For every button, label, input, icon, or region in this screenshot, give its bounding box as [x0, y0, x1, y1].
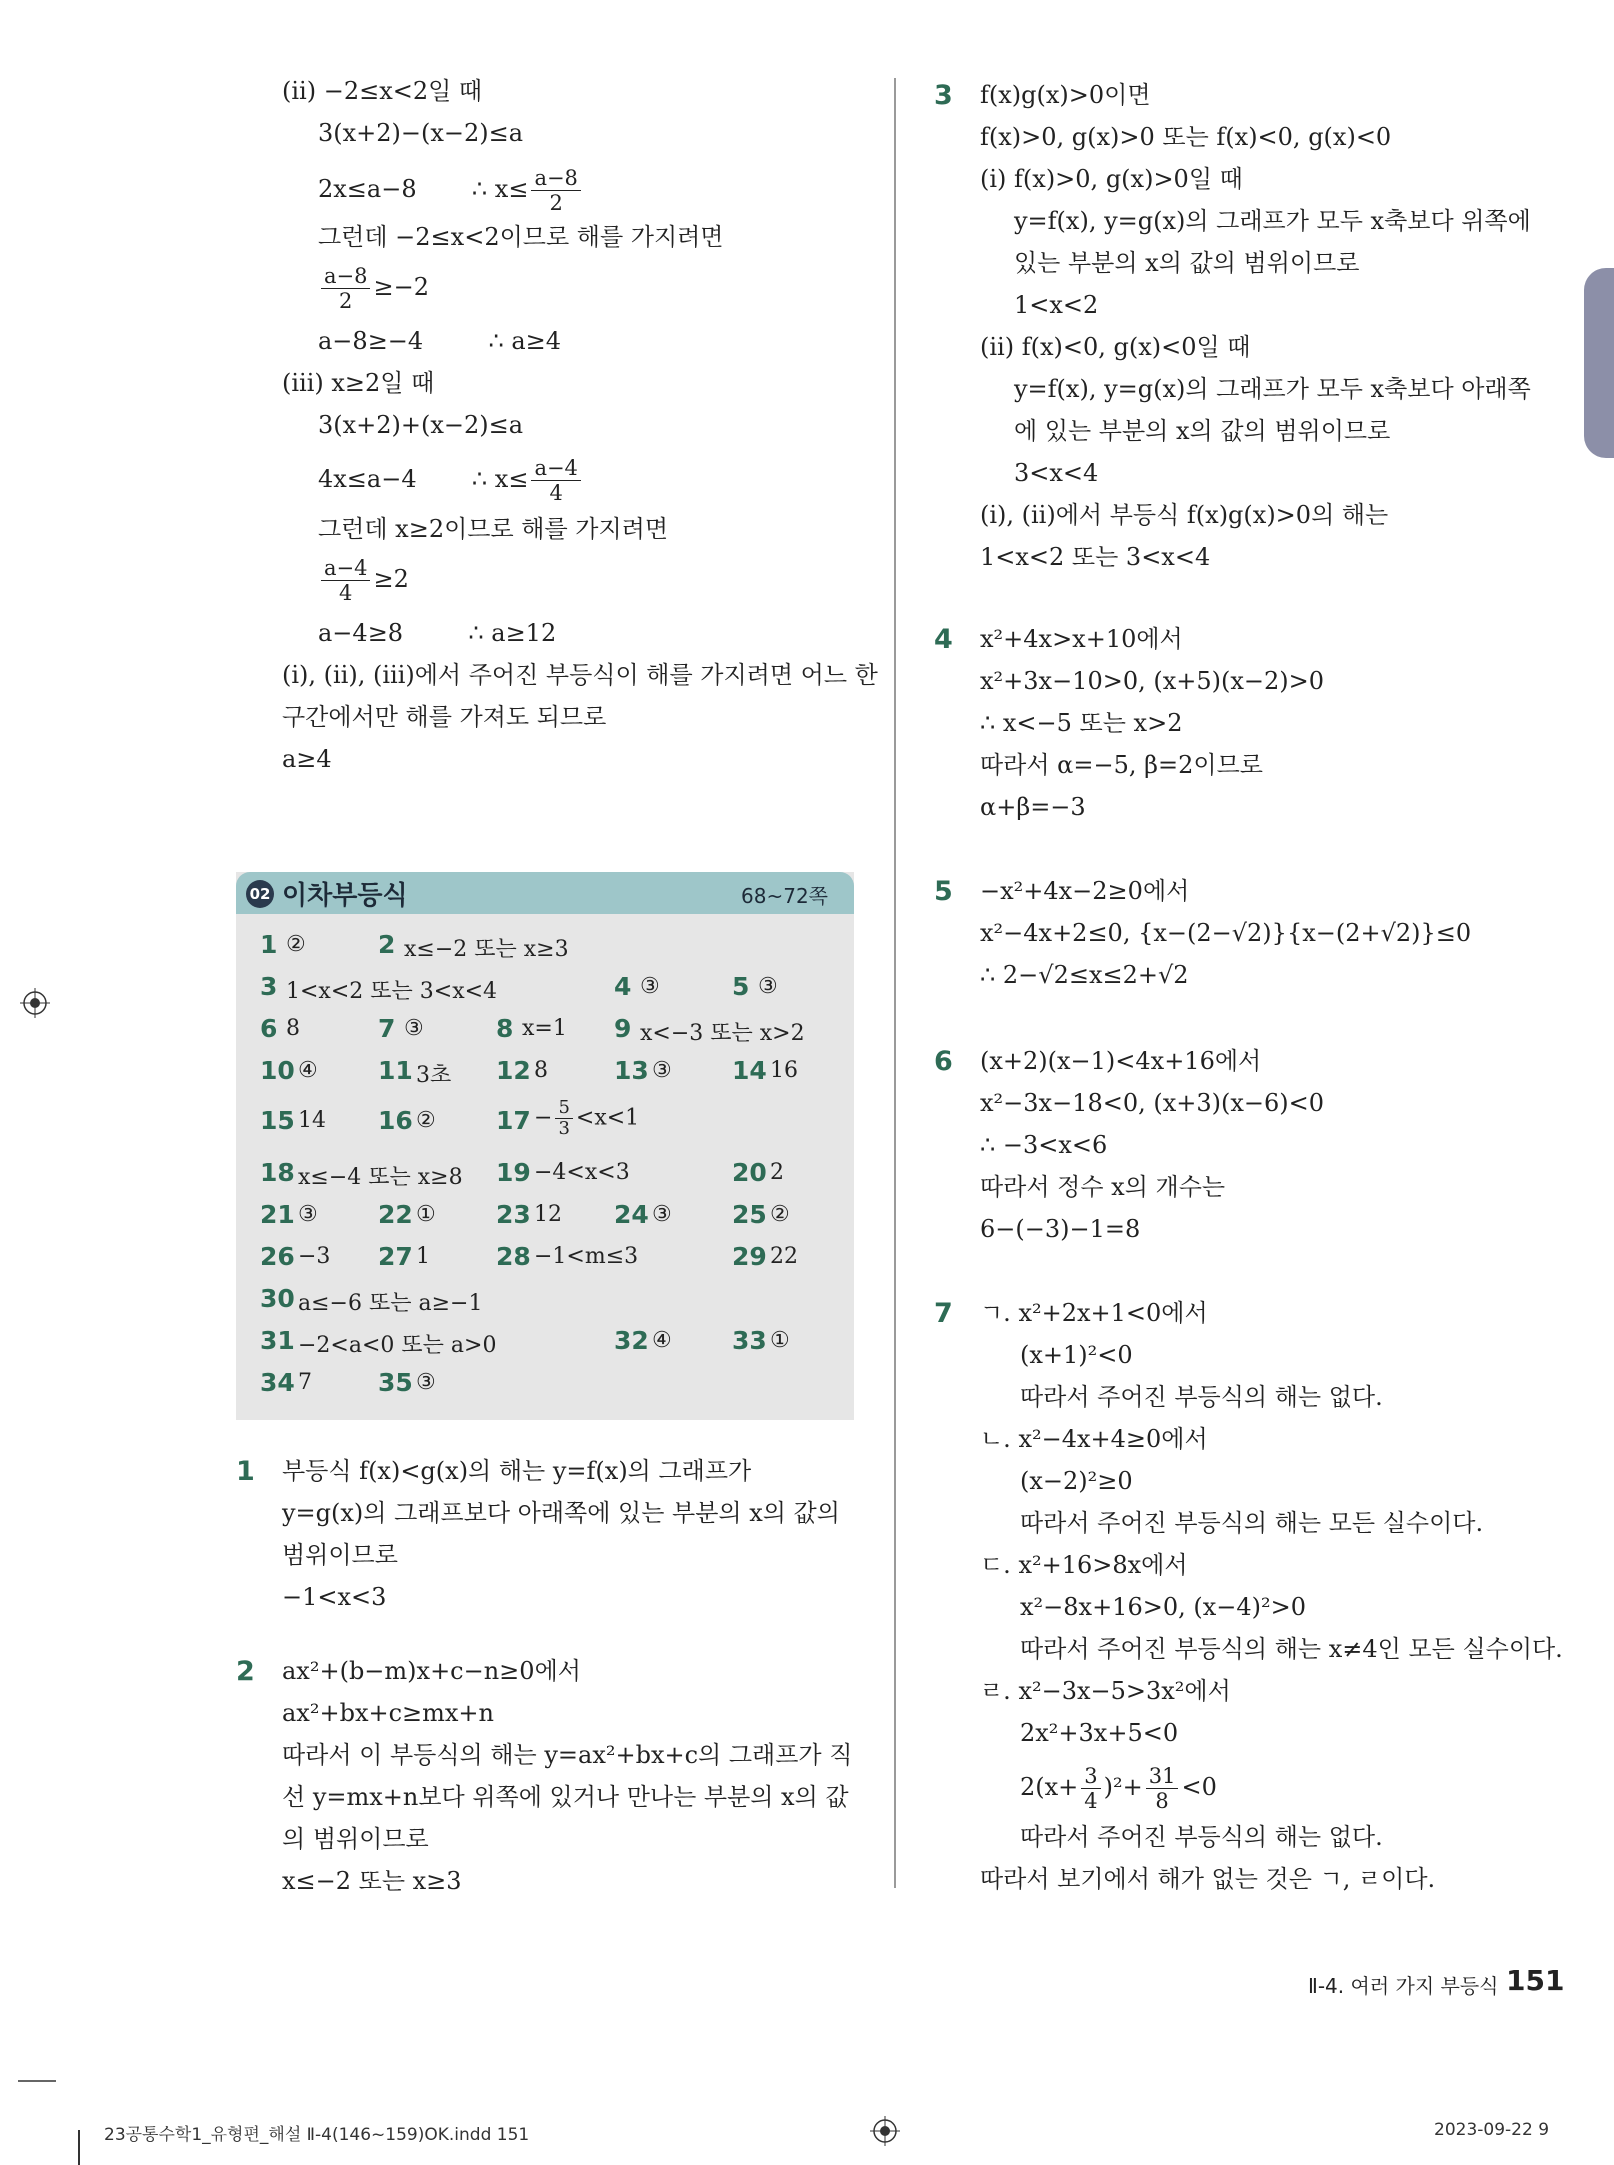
question-number: 5: [934, 876, 953, 907]
answer-number: 14: [732, 1056, 767, 1085]
answer-value: x<−3 또는 x>2: [640, 1021, 805, 1046]
answer-number: 18: [260, 1158, 295, 1187]
solution-line: ∴ x<−5 또는 x>2: [980, 709, 1183, 737]
math-line: [318, 166, 584, 215]
answer-value: 2: [770, 1160, 784, 1185]
answer-number: 31: [260, 1326, 295, 1355]
solution-line: ax²+(b−m)x+c−n≥0에서: [282, 1657, 581, 1685]
solution-line: 따라서 이 부등식의 해는 y=ax²+bx+c의 그래프가 직: [282, 1741, 853, 1769]
answer-number: 17: [496, 1106, 531, 1135]
answer-number: 12: [496, 1056, 531, 1085]
solution-line: 3<x<4: [1014, 459, 1099, 487]
solution-line: α+β=−3: [980, 793, 1086, 821]
solution-line: 따라서 주어진 부등식의 해는 없다.: [1020, 1823, 1383, 1851]
solution-line: y=g(x)의 그래프보다 아래쪽에 있는 부분의 x의 값의: [282, 1499, 840, 1527]
answer-value: ④: [652, 1328, 672, 1353]
math-text: ∴ a≥4: [488, 327, 562, 355]
math-text: ≥−2: [373, 273, 429, 301]
answer-value: 1: [416, 1244, 430, 1269]
answer-number: 34: [260, 1368, 295, 1397]
answer-number: 28: [496, 1242, 531, 1271]
answer-number: 3: [260, 972, 278, 1001]
solution-line: x²−4x+2≤0, {x−(2−√2)}{x−(2+√2)}≤0: [980, 919, 1472, 947]
answer-number: 1: [260, 930, 278, 959]
conclusion-line: a≥4: [282, 745, 332, 773]
question-number: 4: [934, 624, 953, 655]
answer-number: 24: [614, 1200, 649, 1229]
answer-number: 13: [614, 1056, 649, 1085]
answer-number: 16: [378, 1106, 413, 1135]
fraction: $\frac{a-8}{2}$: [531, 166, 580, 215]
answer-value: ①: [416, 1202, 436, 1227]
answer-value: x≤−2 또는 x≥3: [404, 937, 569, 962]
solution-line: (ⅰ) f(x)>0, g(x)>0일 때: [980, 165, 1243, 193]
answer-value: −3: [298, 1244, 331, 1269]
answer-box-header: [236, 872, 854, 914]
solution-line: (x−2)²≥0: [1020, 1467, 1133, 1495]
solution-line: 따라서 정수 x의 개수는: [980, 1173, 1226, 1201]
solution-line: x²−3x−18<0, (x+3)(x−6)<0: [980, 1089, 1325, 1117]
math-text: )²+: [1103, 1773, 1143, 1801]
solution-line: 선 y=mx+n보다 위쪽에 있거나 만나는 부분의 x의 값: [282, 1783, 849, 1811]
fraction: $\frac{a-4}{4}$: [531, 456, 580, 505]
math-line: 그런데 x≥2이므로 해를 가지려면: [318, 515, 669, 543]
math-line: 3(x+2)+(x−2)≤a: [318, 411, 524, 439]
question-number: 6: [934, 1046, 953, 1077]
answer-value: ②: [416, 1108, 436, 1133]
answer-number: 10: [260, 1056, 295, 1085]
math-text: <x<1: [575, 1105, 640, 1131]
math-text: ≥2: [373, 565, 409, 593]
solution-line: (x+2)(x−1)<4x+16에서: [980, 1047, 1262, 1075]
crop-mark: [18, 2080, 56, 2082]
solution-line: [1020, 1764, 1217, 1813]
math-line: [318, 456, 584, 505]
math-line: [318, 264, 429, 313]
question-number: 2: [236, 1656, 255, 1687]
math-line: [318, 618, 556, 648]
answer-number: 26: [260, 1242, 295, 1271]
solution-line: ㄹ. x²−3x−5>3x²에서: [980, 1677, 1231, 1705]
answer-value: 16: [770, 1058, 798, 1083]
answer-number: 15: [260, 1106, 295, 1135]
solution-line: x²+4x>x+10에서: [980, 625, 1183, 653]
case-heading: (ⅲ) x≥2일 때: [282, 369, 435, 397]
page-range: 68~72쪽: [741, 884, 828, 908]
math-line: [318, 556, 409, 605]
slug-divider: [78, 2130, 80, 2165]
math-line: [318, 326, 561, 356]
answer-value: ③: [298, 1202, 318, 1227]
answer-value: 8: [286, 1016, 300, 1041]
solution-line: (x+1)²<0: [1020, 1341, 1133, 1369]
answer-number: 2: [378, 930, 396, 959]
answer-number: 19: [496, 1158, 531, 1187]
solution-line: x²−8x+16>0, (x−4)²>0: [1020, 1593, 1306, 1621]
answer-number: 8: [496, 1014, 514, 1043]
answer-value: 14: [298, 1108, 326, 1133]
math-text: <0: [1181, 1773, 1217, 1801]
answer-value: ③: [404, 1016, 424, 1041]
answer-value: [534, 1098, 639, 1139]
answer-value: 12: [534, 1202, 562, 1227]
answer-number: 4: [614, 972, 632, 1001]
answer-value: x=1: [522, 1016, 567, 1041]
solution-line: ∴ 2−√2≤x≤2+√2: [980, 961, 1189, 989]
answer-value: 22: [770, 1244, 798, 1269]
math-text: 2(x+: [1020, 1773, 1079, 1801]
answer-value: ③: [416, 1370, 436, 1395]
math-text: 4x≤a−4: [318, 465, 417, 493]
answer-value: ③: [640, 974, 660, 999]
answer-value: −4<x<3: [534, 1160, 630, 1185]
solution-line: f(x)>0, g(x)>0 또는 f(x)<0, g(x)<0: [980, 123, 1392, 151]
answer-number: 30: [260, 1284, 295, 1313]
math-text: a−8≥−4: [318, 327, 424, 355]
print-file-info: 23공통수학1_유형편_해설 Ⅱ-4(146~159)OK.indd 151: [104, 2125, 530, 2145]
column-divider: [894, 78, 896, 1888]
solution-line: 따라서 주어진 부등식의 해는 없다.: [1020, 1383, 1383, 1411]
solution-line: 따라서 α=−5, β=2이므로: [980, 751, 1263, 779]
answer-number: 27: [378, 1242, 413, 1271]
answer-value: x≤−4 또는 x≥8: [298, 1165, 463, 1190]
solution-line: ㄱ. x²+2x+1<0에서: [980, 1299, 1208, 1327]
math-text: 2x≤a−8: [318, 175, 417, 203]
solution-line: −x²+4x−2≥0에서: [980, 877, 1190, 905]
solution-line: ㄷ. x²+16>8x에서: [980, 1551, 1188, 1579]
answer-summary-box: [236, 872, 854, 1420]
solution-line: ㄴ. x²−4x+4≥0에서: [980, 1425, 1208, 1453]
question-number: 3: [934, 80, 953, 111]
answer-number: 5: [732, 972, 750, 1001]
answer-number: 32: [614, 1326, 649, 1355]
answer-value: 8: [534, 1058, 548, 1083]
answer-value: 1<x<2 또는 3<x<4: [286, 979, 498, 1004]
math-text: a−4≥8: [318, 619, 404, 647]
fraction: $\frac{5}{3}$: [555, 1098, 572, 1139]
math-line: 그런데 −2≤x<2이므로 해를 가지려면: [318, 223, 724, 251]
answer-number: 21: [260, 1200, 295, 1229]
answer-number: 9: [614, 1014, 632, 1043]
print-date: 2023-09-22 9: [1434, 2120, 1550, 2140]
solution-line: 따라서 주어진 부등식의 해는 모든 실수이다.: [1020, 1509, 1484, 1537]
answer-value: ③: [758, 974, 778, 999]
solution-line: 있는 부분의 x의 값의 범위이므로: [1014, 249, 1360, 277]
solution-line: y=f(x), y=g(x)의 그래프가 모두 x축보다 위쪽에: [1014, 207, 1531, 235]
conclusion-line: 구간에서만 해를 가져도 되므로: [282, 703, 607, 731]
chapter-side-tab: [1584, 268, 1614, 458]
fraction: $\frac{3}{4}$: [1081, 1764, 1100, 1813]
solution-line: x²+3x−10>0, (x+5)(x−2)>0: [980, 667, 1325, 695]
question-number: 1: [236, 1456, 255, 1487]
answer-value: ③: [652, 1058, 672, 1083]
registration-mark-icon: [870, 2116, 900, 2146]
answer-value: ②: [770, 1202, 790, 1227]
fraction: $\frac{a-8}{2}$: [321, 264, 370, 313]
fraction: $\frac{a-4}{4}$: [321, 556, 370, 605]
answer-value: ②: [286, 932, 306, 957]
solution-line: 따라서 주어진 부등식의 해는 x≠4인 모든 실수이다.: [1020, 1635, 1563, 1663]
solution-line: x≤−2 또는 x≥3: [282, 1867, 462, 1895]
answer-value: −2<a<0 또는 a>0: [298, 1333, 497, 1358]
answer-value: 3초: [416, 1063, 452, 1088]
solution-line: (ⅰ), (ⅱ)에서 부등식 f(x)g(x)>0의 해는: [980, 501, 1389, 529]
answer-number: 33: [732, 1326, 767, 1355]
answer-value: 7: [298, 1370, 312, 1395]
fraction: $\frac{31}{8}$: [1146, 1764, 1179, 1813]
answer-number: 35: [378, 1368, 413, 1397]
answer-value: ①: [770, 1328, 790, 1353]
page-number: 151: [1506, 1964, 1565, 1997]
answer-number: 20: [732, 1158, 767, 1187]
answer-value: −1<m≤3: [534, 1244, 639, 1269]
case-heading: (ⅱ) −2≤x<2일 때: [282, 77, 483, 105]
solution-line: (ⅱ) f(x)<0, g(x)<0일 때: [980, 333, 1251, 361]
section-badge: 02: [246, 880, 274, 908]
question-number: 7: [934, 1298, 953, 1329]
math-text: ∴ x≤: [471, 175, 529, 203]
conclusion-line: (ⅰ), (ⅱ), (ⅲ)에서 주어진 부등식이 해를 가지려면 어느 한: [282, 661, 878, 689]
math-text: ∴ x≤: [471, 465, 529, 493]
solution-line: 부등식 f(x)<g(x)의 해는 y=f(x)의 그래프가: [282, 1457, 752, 1485]
answer-number: 22: [378, 1200, 413, 1229]
solution-line: ax²+bx+c≥mx+n: [282, 1699, 494, 1727]
answer-number: 29: [732, 1242, 767, 1271]
answer-number: 25: [732, 1200, 767, 1229]
math-line: 3(x+2)−(x−2)≤a: [318, 119, 524, 147]
solution-line: ∴ −3<x<6: [980, 1131, 1108, 1159]
solution-line: f(x)g(x)>0이면: [980, 81, 1151, 109]
solution-line: 에 있는 부분의 x의 값의 범위이므로: [1014, 417, 1391, 445]
answer-number: 23: [496, 1200, 531, 1229]
solution-line: 따라서 보기에서 해가 없는 것은 ㄱ, ㄹ이다.: [980, 1865, 1436, 1893]
math-text: −: [534, 1105, 553, 1131]
solution-line: 의 범위이므로: [282, 1825, 429, 1853]
section-title: 이차부등식: [282, 881, 408, 911]
solution-line: y=f(x), y=g(x)의 그래프가 모두 x축보다 아래쪽: [1014, 375, 1531, 403]
solution-line: −1<x<3: [282, 1583, 387, 1611]
answer-value: ④: [298, 1058, 318, 1083]
math-text: ∴ a≥12: [468, 619, 557, 647]
answer-value: ③: [652, 1202, 672, 1227]
solution-line: 2x²+3x+5<0: [1020, 1719, 1179, 1747]
answer-value: a≤−6 또는 a≥−1: [298, 1291, 483, 1316]
answer-number: 7: [378, 1014, 396, 1043]
solution-line: 1<x<2 또는 3<x<4: [980, 543, 1211, 571]
solution-line: 6−(−3)−1=8: [980, 1215, 1141, 1243]
answer-number: 11: [378, 1056, 413, 1085]
answer-number: 6: [260, 1014, 278, 1043]
section-label: Ⅱ-4. 여러 가지 부등식: [1308, 1974, 1499, 1998]
solution-line: 1<x<2: [1014, 291, 1099, 319]
registration-mark-icon: [20, 988, 50, 1018]
solution-line: 범위이므로: [282, 1541, 398, 1569]
